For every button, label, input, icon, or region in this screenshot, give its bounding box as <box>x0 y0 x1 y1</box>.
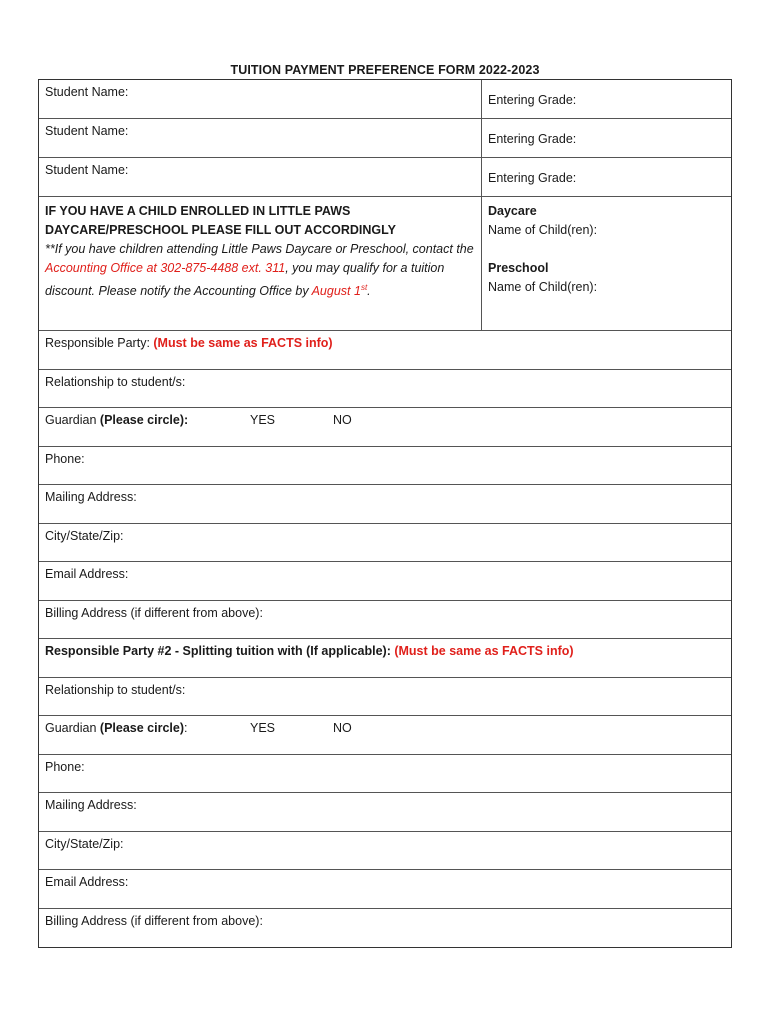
guardian-label: Guardian <box>45 413 100 427</box>
student-name-field-2[interactable]: Student Name: <box>39 119 482 157</box>
discount-note-text-2: , you may qualify for a tuition discount. Please notify the Accounting Office by <box>45 261 445 299</box>
guardian-no-option-2[interactable]: NO <box>333 721 352 735</box>
student-row-1 <box>39 80 731 119</box>
student-row-3 <box>39 158 731 197</box>
guardian-instruction-2: (Please circle) <box>99 721 184 735</box>
phone-field[interactable]: Phone: <box>39 447 731 486</box>
preschool-heading: Preschool <box>488 261 549 275</box>
guardian-row-2 <box>39 716 731 755</box>
guardian-no-option[interactable]: NO <box>333 413 352 427</box>
deadline-period: . <box>367 284 371 299</box>
guardian-yes-option[interactable]: YES <box>250 413 276 427</box>
tuition-form <box>38 79 732 948</box>
form-title: TUITION PAYMENT PREFERENCE FORM 2022-2023 <box>230 63 540 77</box>
phone-field-2[interactable]: Phone: <box>39 755 731 794</box>
discount-note-text: **If you have children attending Little Paws Daycare or Preschool, contact the <box>45 242 474 256</box>
student-name-field-1[interactable]: Student Name: <box>39 80 482 118</box>
entering-grade-field-3[interactable]: Entering Grade: <box>488 171 577 185</box>
responsible-party-2-field[interactable] <box>39 639 731 678</box>
mailing-address-field[interactable]: Mailing Address: <box>39 485 731 524</box>
billing-address-field-2[interactable]: Billing Address (if different from above): <box>45 913 263 928</box>
relationship-field[interactable]: Relationship to student/s: <box>39 370 731 409</box>
city-state-zip-field-2[interactable]: City/State/Zip: <box>39 832 731 871</box>
little-paws-instructions <box>39 197 482 330</box>
preschool-children-field[interactable]: Name of Child(ren): <box>488 280 598 294</box>
entering-grade-field-1[interactable]: Entering Grade: <box>488 93 577 107</box>
student-name-field-3[interactable]: Student Name: <box>39 158 482 196</box>
mailing-address-field-2[interactable]: Mailing Address: <box>39 793 731 832</box>
deadline-suffix: st <box>360 283 368 292</box>
discount-note <box>45 242 474 298</box>
facts-note-2: (Must be same as FACTS info) <box>394 644 574 658</box>
little-paws-heading: IF YOU HAVE A CHILD ENROLLED IN LITTLE PAWS DAYCARE/PRESCHOOL PLEASE FILL OUT ACCORDINGLY <box>45 204 396 237</box>
relationship-field-2[interactable]: Relationship to student/s: <box>39 678 731 717</box>
email-address-field[interactable]: Email Address: <box>39 562 731 601</box>
guardian-yes-option-2[interactable]: YES <box>250 721 276 735</box>
guardian-label-2: Guardian <box>45 721 100 735</box>
facts-note: (Must be same as FACTS info) <box>153 336 333 350</box>
guardian-colon-2: : <box>184 721 188 735</box>
guardian-row <box>39 408 731 447</box>
email-address-field-2[interactable]: Email Address: <box>39 870 731 909</box>
responsible-party-field[interactable] <box>39 331 731 370</box>
responsible-party-label: Responsible Party: <box>45 336 154 350</box>
little-paws-children <box>482 197 731 330</box>
daycare-heading: Daycare <box>488 204 537 218</box>
entering-grade-field-2[interactable]: Entering Grade: <box>488 132 577 146</box>
billing-address-field[interactable]: Billing Address (if different from above): <box>39 601 731 640</box>
deadline-text: August 1 <box>311 284 361 299</box>
little-paws-section <box>39 197 731 331</box>
deadline-date <box>311 283 371 299</box>
city-state-zip-field[interactable]: City/State/Zip: <box>39 524 731 563</box>
responsible-party-2-label: Responsible Party #2 - Splitting tuition with (If applicable): <box>45 644 395 658</box>
accounting-office-contact: Accounting Office at 302-875-4488 ext. 311 <box>45 261 286 275</box>
student-row-2 <box>39 119 731 158</box>
daycare-children-field[interactable]: Name of Child(ren): <box>488 223 598 237</box>
guardian-instruction: (Please circle): <box>99 413 189 427</box>
